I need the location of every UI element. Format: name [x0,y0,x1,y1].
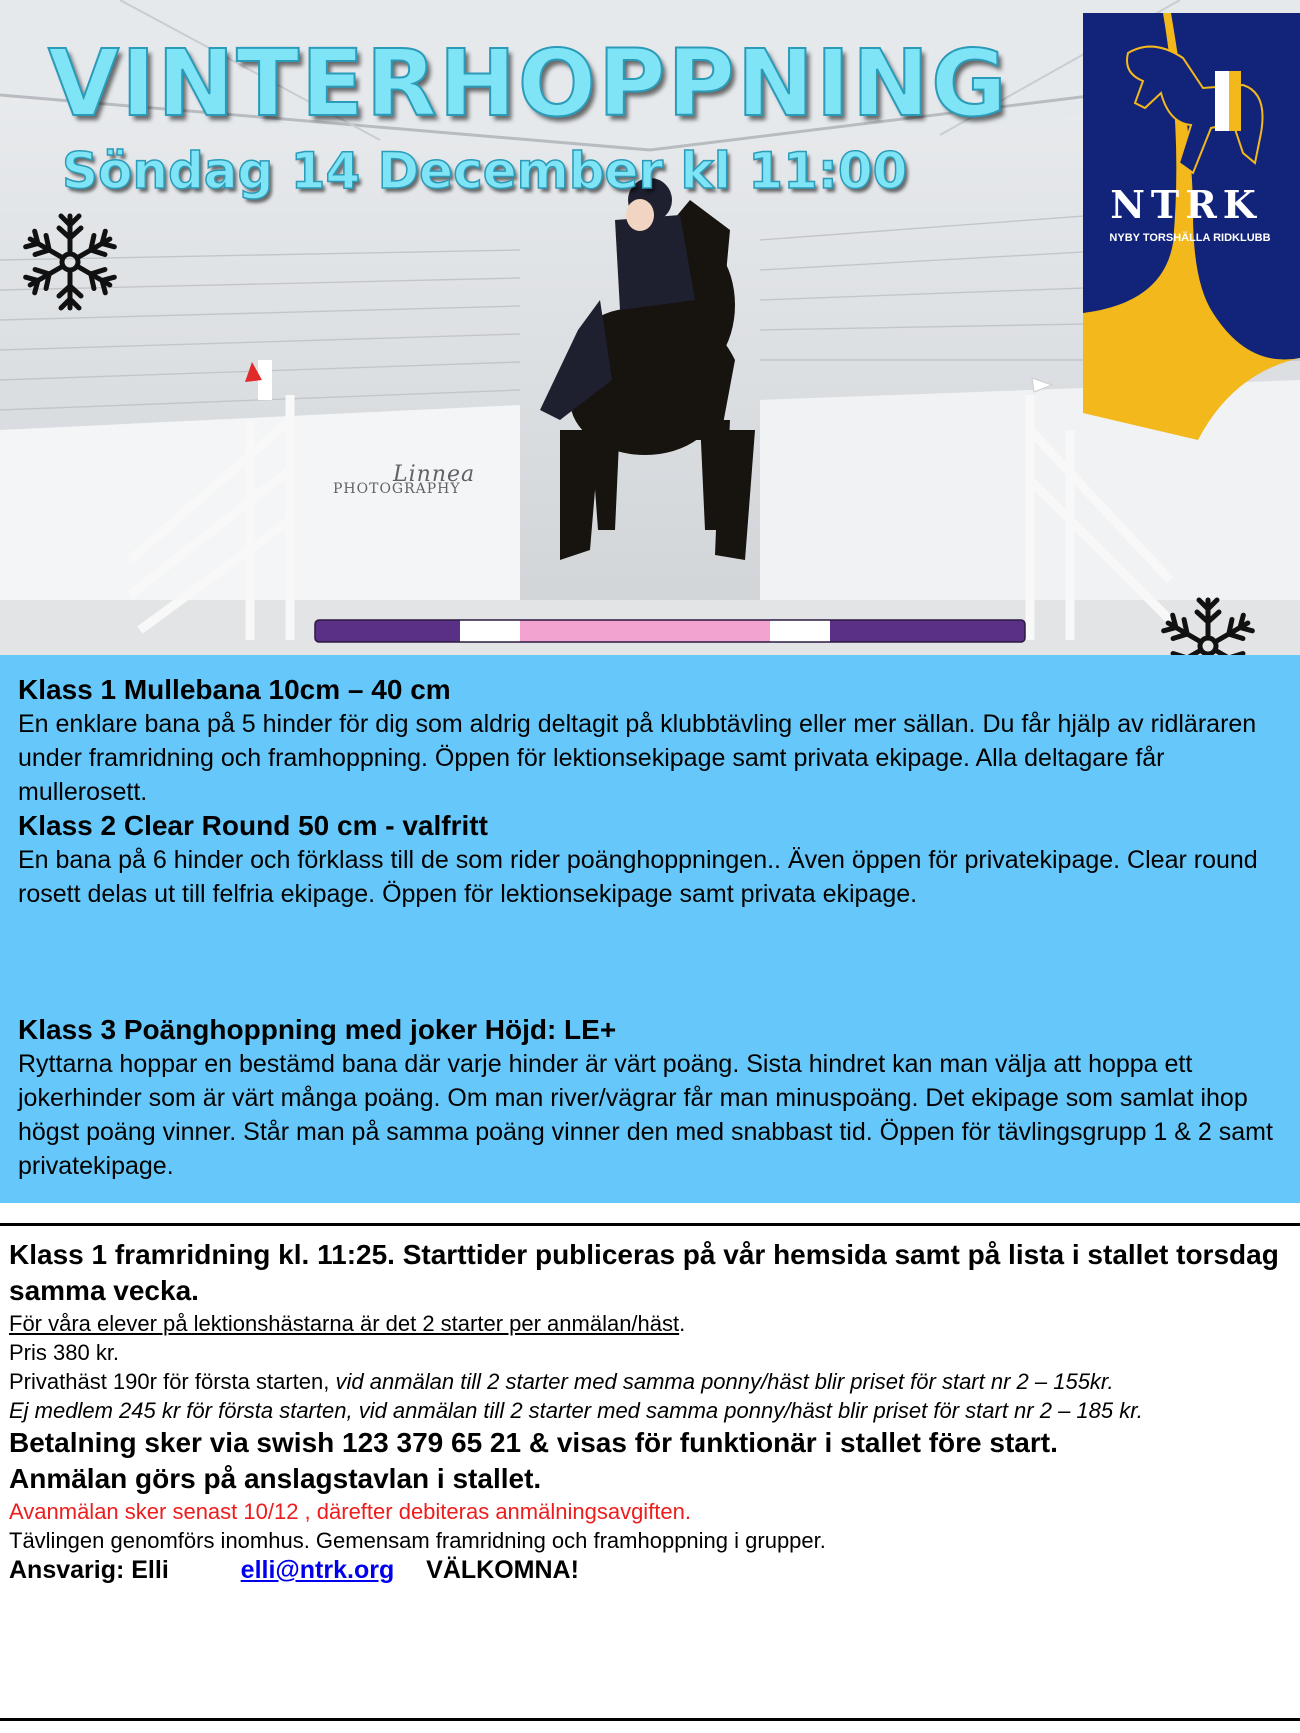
class-heading: Klass 3 Poänghoppning med joker Höjd: LE+ [18,1014,617,1045]
cancellation-info: Avanmälan sker senast 10/12 , därefter debiteras anmälningsavgiften. [9,1499,691,1524]
class-heading: Klass 2 Clear Round 50 cm - valfritt [18,810,488,841]
divider [0,1223,1300,1226]
divider [0,1718,1300,1721]
class-description: En enklare bana på 5 hinder för dig som aldrig deltagit på klubbtävling eller mer sällan. Du får hjälp av ridläraren under framridning och framhoppning. Öppen för lektionsekipage samt privata ekipage. Alla deltagare får mullerosett. [18,710,1257,806]
contact-row [9,1555,1297,1585]
email-link[interactable]: elli@ntrk.org [240,1556,395,1584]
lesson-note: För våra elever på lektionshästarna är det 2 starter per anmälan/häst. [9,1311,686,1336]
payment-info: Betalning sker via swish 123 379 65 21 & visas för funktionär i stallet före start. [9,1427,1058,1458]
info-section [9,1237,1297,1585]
logo-club-name: NYBY TORSHÄLLA RIDKLUBB [1109,232,1271,244]
class-heading: Klass 1 Mullebana 10cm – 40 cm [18,674,451,705]
private-horse-price: Privathäst 190r för första starten, vid anmälan till 2 starter med samma ponny/häst blir priset för start nr 2 – 155kr. [9,1369,1114,1394]
class-description: En bana på 6 hinder och förklass till de som rider poänghoppningen.. Även öppen för privatekipage. Clear round rosett delas ut till felfria ekipage. Öppen för lektionsekipage samt privata ekipage. [18,846,1258,908]
non-member-price: Ej medlem 245 kr för första starten, vid anmälan till 2 starter med samma ponny/häst blir priset för start nr 2 – 185 kr. [9,1398,1143,1423]
snowflake-icon [20,212,120,312]
class-2 [18,809,1293,911]
registration-info: Anmälan görs på anslagstavlan i stallet. [9,1463,542,1494]
welcome-text: VÄLKOMNA! [426,1556,579,1584]
classes-upper [18,673,1293,911]
class-description: Ryttarna hoppar en bestämd bana där varje hinder är värt poäng. Sista hindret kan man välja att hoppa ett jokerhinder som är värt många poäng. Om man river/vägrar får man minuspoäng. Det ekipage som samlat ihop högst poäng vinner. Står man på samma poäng vinner den med snabbast tid. Öppen för tävlingsgrupp 1 & 2 samt privatekipage. [18,1050,1273,1180]
logo-wordmark: NTRK [1110,182,1262,227]
event-date: Söndag 14 December kl 11:00 [62,142,908,200]
schedule-heading: Klass 1 framridning kl. 11:25. Starttider publiceras på vår hemsida samt på lista i stallet torsdag samma vecka. [9,1239,1279,1306]
price: Pris 380 kr. [9,1340,120,1365]
class-3 [18,1013,1293,1183]
class-1 [18,673,1293,809]
responsible-label: Ansvarig: Elli [9,1556,169,1584]
indoor-info: Tävlingen genomförs inomhus. Gemensam framridning och framhoppning i grupper. [9,1528,826,1553]
classes-panel [0,655,1300,1203]
photographer-watermark: Linnea PHOTOGRAPHY [333,462,476,497]
event-title: VINTERHOPPNING [48,30,1009,137]
